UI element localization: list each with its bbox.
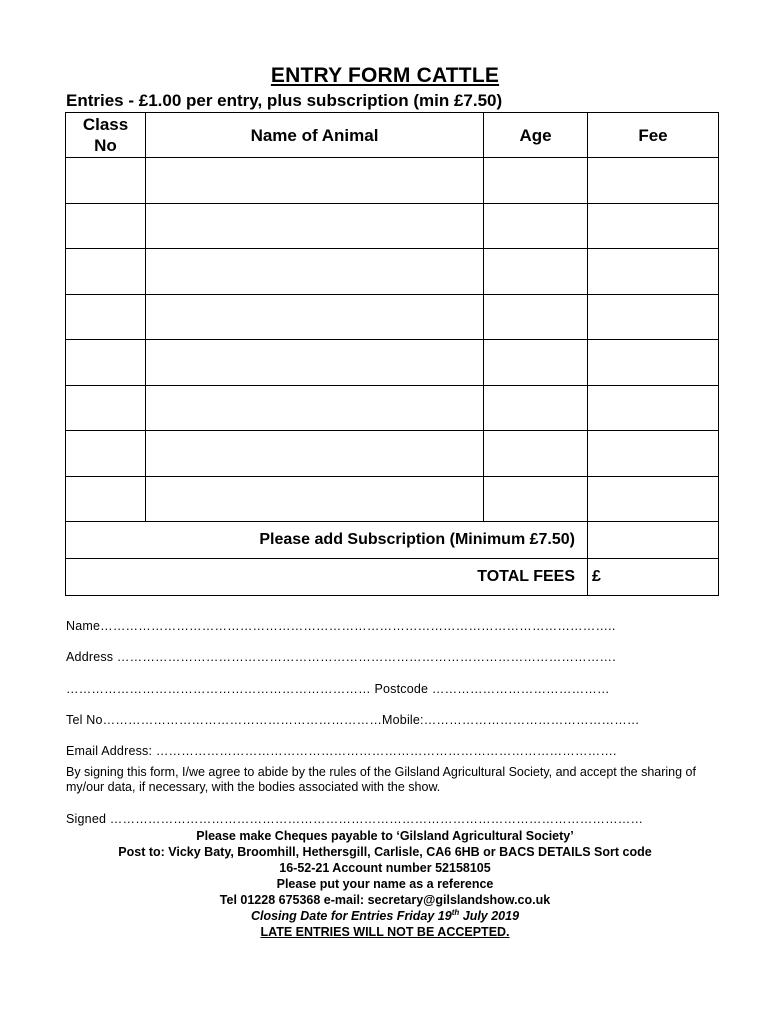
signature-field[interactable]: Signed ……………………………………………………………………………………………………………… [66, 812, 644, 826]
animal-name-cell[interactable] [146, 340, 484, 386]
class-no-cell[interactable] [66, 340, 146, 386]
address-postcode-field[interactable]: ……………………………………………………………… Postcode …………………………………… [66, 682, 610, 696]
class-no-cell[interactable] [66, 203, 146, 249]
subscription-row [66, 522, 719, 559]
fee-cell[interactable] [588, 476, 719, 522]
animal-name-cell[interactable] [146, 249, 484, 295]
fee-cell[interactable] [588, 340, 719, 386]
class-no-cell[interactable] [66, 431, 146, 477]
age-cell[interactable] [484, 476, 588, 522]
table-row [66, 340, 719, 386]
closing-date-text: Closing Date for Entries Friday 19 [250, 909, 452, 923]
total-fees-label: TOTAL FEES [66, 559, 588, 596]
reference-note: Please put your name as a reference [276, 877, 494, 891]
header-class-line2: No [94, 136, 117, 155]
header-fee: Fee [588, 113, 719, 158]
age-cell[interactable] [484, 203, 588, 249]
closing-date-month: July 2019 [459, 909, 520, 923]
consent-statement: By signing this form, I/we agree to abide by the rules of the Gilsland Agricultural Society, and accept the sharing of my/our data, if necessary, with the bodies associated with the show. [66, 765, 696, 794]
age-cell[interactable] [484, 249, 588, 295]
telephone-mobile-field[interactable]: Tel No…………………………………………………………Mobile:…………………………………………… [66, 713, 640, 727]
table-row [66, 431, 719, 477]
table-row [66, 249, 719, 295]
email-field[interactable]: Email Address: ………………………………………………………………………………………………. [66, 744, 617, 758]
table-row [66, 476, 719, 522]
table-row [66, 158, 719, 204]
animal-name-cell[interactable] [146, 294, 484, 340]
animal-name-cell[interactable] [146, 476, 484, 522]
class-no-cell[interactable] [66, 249, 146, 295]
entry-fee-info: Entries - £1.00 per entry, plus subscription (min £7.50) [66, 91, 503, 110]
contact-details: Tel 01228 675368 e-mail: secretary@gilslandshow.co.uk [219, 893, 551, 907]
animal-name-cell[interactable] [146, 385, 484, 431]
fee-cell[interactable] [588, 431, 719, 477]
header-age: Age [484, 113, 588, 158]
header-class-line1: Class [82, 115, 129, 134]
form-title: ENTRY FORM CATTLE [270, 64, 500, 87]
fee-cell[interactable] [588, 385, 719, 431]
class-no-cell[interactable] [66, 158, 146, 204]
animal-name-cell[interactable] [146, 203, 484, 249]
table-row [66, 385, 719, 431]
total-row [66, 559, 719, 596]
fee-cell[interactable] [588, 294, 719, 340]
closing-date [0, 908, 770, 924]
age-cell[interactable] [484, 294, 588, 340]
table-header-row [66, 113, 719, 158]
late-entries-warning: LATE ENTRIES WILL NOT BE ACCEPTED. [260, 925, 510, 939]
subscription-label: Please add Subscription (Minimum £7.50) [66, 522, 588, 559]
age-cell[interactable] [484, 431, 588, 477]
fee-cell[interactable] [588, 203, 719, 249]
address-field[interactable]: Address ………………………………………………………………………………………………………. [66, 650, 616, 664]
bank-account: 16-52-21 Account number 52158105 [279, 861, 491, 875]
class-no-cell[interactable] [66, 294, 146, 340]
table-row [66, 294, 719, 340]
class-no-cell[interactable] [66, 385, 146, 431]
postal-address: Post to: Vicky Baty, Broomhill, Hethersgill, Carlisle, CA6 6HB or BACS DETAILS Sort code [118, 845, 652, 859]
entries-table [65, 112, 719, 596]
age-cell[interactable] [484, 385, 588, 431]
payment-instructions [0, 828, 770, 940]
subscription-fee-cell[interactable] [588, 522, 719, 559]
age-cell[interactable] [484, 340, 588, 386]
animal-name-cell[interactable] [146, 431, 484, 477]
cheques-payable: Please make Cheques payable to ‘Gilsland Agricultural Society’ [196, 829, 574, 843]
closing-date-suffix: th [451, 907, 460, 917]
fee-cell[interactable] [588, 158, 719, 204]
header-class-no [66, 113, 146, 158]
header-animal-name: Name of Animal [146, 113, 484, 158]
entry-rows [66, 158, 719, 522]
fee-cell[interactable] [588, 249, 719, 295]
total-fees-cell[interactable]: £ [588, 559, 719, 596]
animal-name-cell[interactable] [146, 158, 484, 204]
table-row [66, 203, 719, 249]
name-field[interactable]: Name………………………………………………………………………………………………………….. [66, 619, 616, 633]
age-cell[interactable] [484, 158, 588, 204]
class-no-cell[interactable] [66, 476, 146, 522]
